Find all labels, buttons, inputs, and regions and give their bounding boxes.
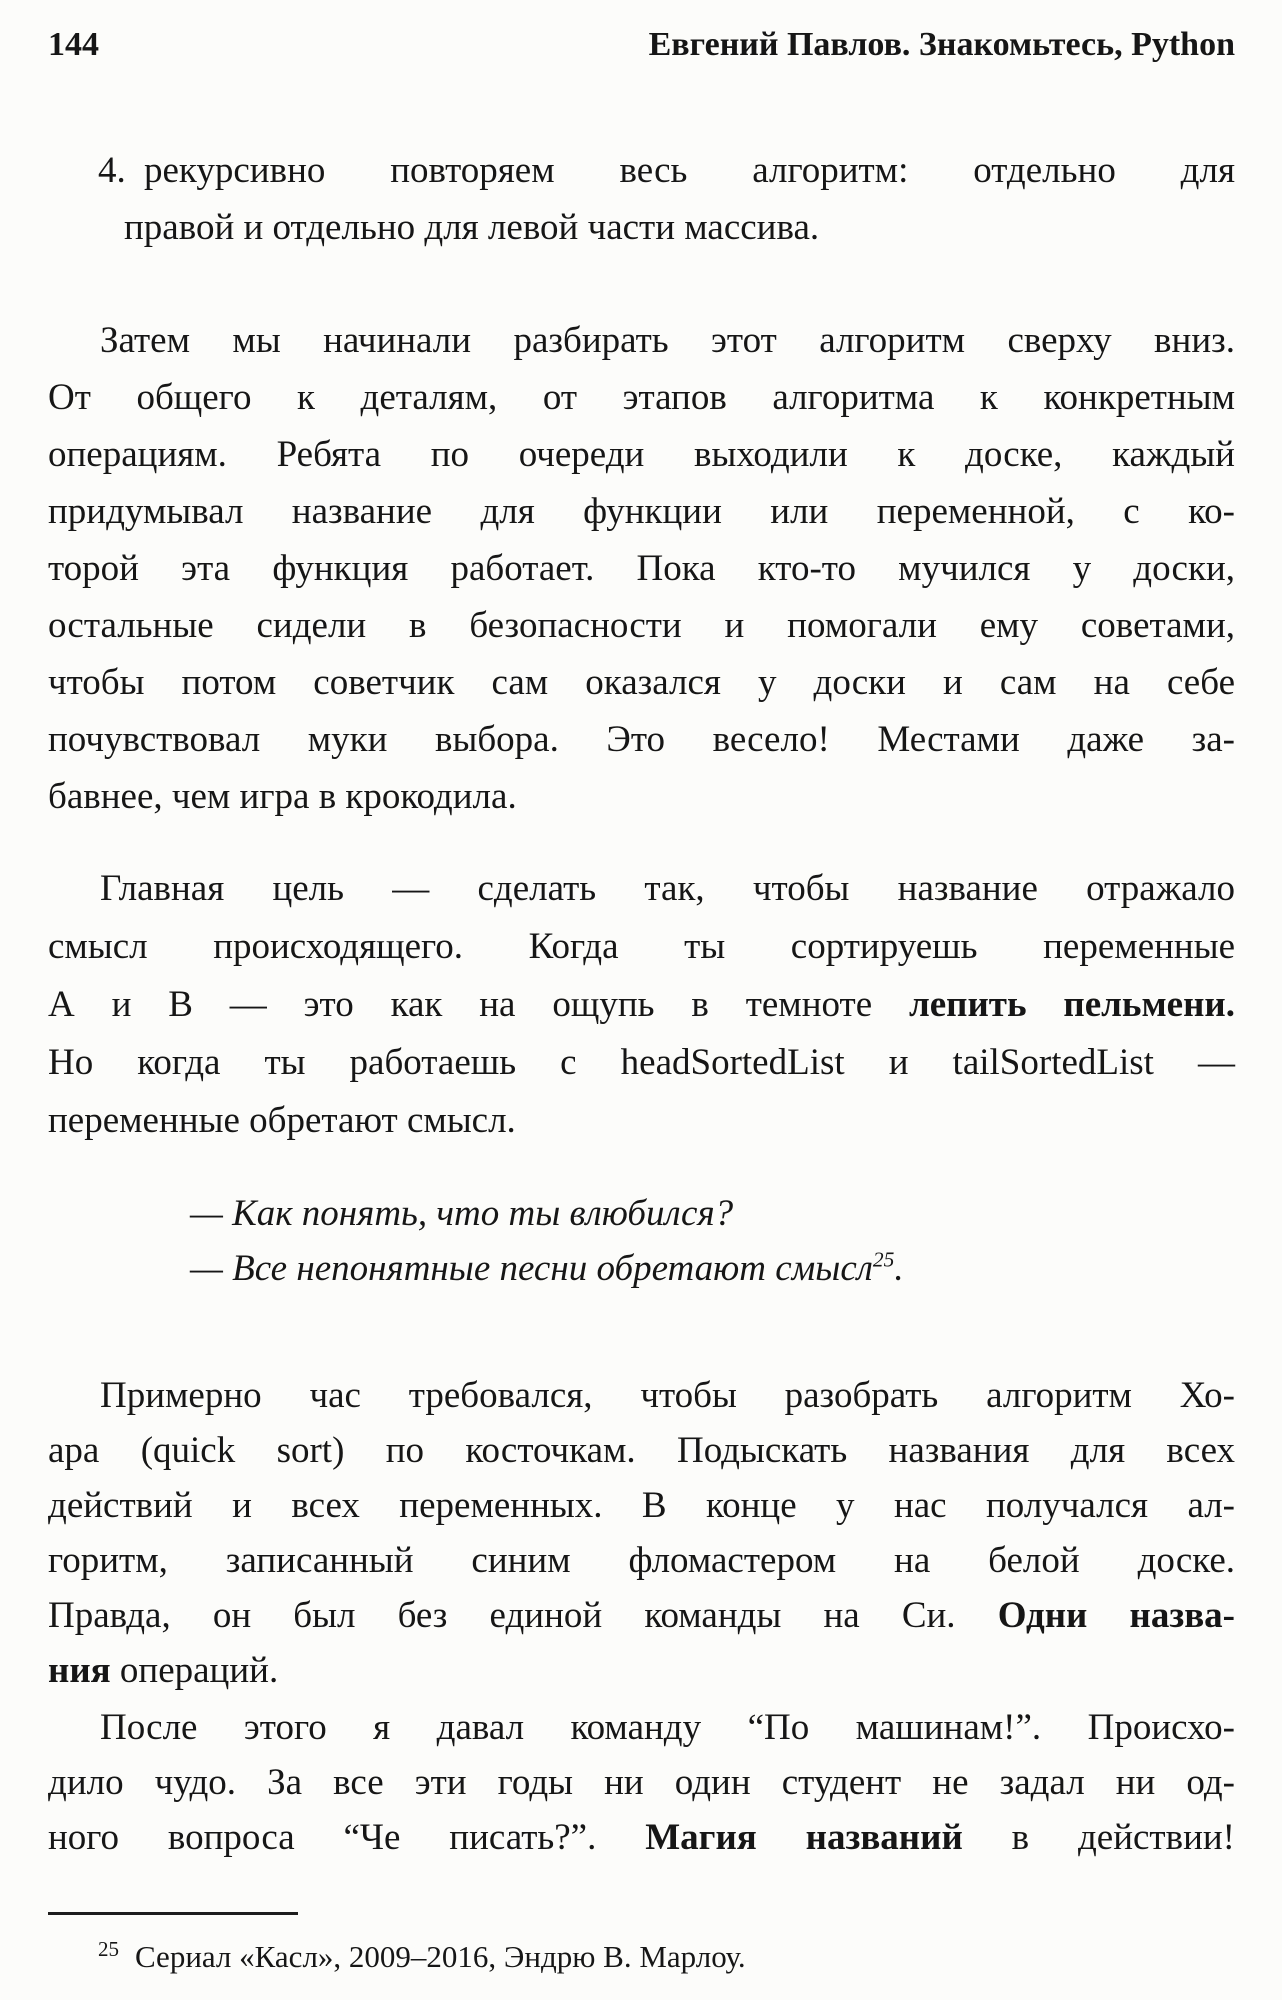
text-segment: переменные обретают смысл. [48, 1100, 516, 1141]
text-line [48, 1092, 1235, 1150]
text-line [48, 1810, 1235, 1865]
footnote [48, 1934, 1235, 1980]
dialogue-quote [190, 1186, 1235, 1296]
text-segment: операций. [110, 1650, 279, 1691]
footnote-number: 25 [98, 1936, 119, 1961]
text-line [98, 142, 1235, 199]
text-segment: придумывал название для функции или переменной, с ко- [48, 491, 1235, 532]
bold-text: Магия названий [645, 1817, 963, 1858]
text-line [48, 1478, 1235, 1533]
text-segment: Главная цель — сделать так, чтобы название отражало [100, 868, 1235, 909]
text-line [48, 1368, 1235, 1423]
text-segment: — Все непонятные песни обретают смысл [190, 1248, 873, 1289]
text-segment: Примерно час требовался, чтобы разобрать алгоритм Хо- [100, 1375, 1235, 1416]
text-segment: дило чудо. За все эти годы ни один студент не задал ни од- [48, 1762, 1235, 1803]
text-segment: рекурсивно повторяем весь алгоритм: отдельно для [144, 150, 1235, 191]
footnote-text: Сериал «Касл», 2009–2016, Эндрю В. Марлоу. [135, 1939, 746, 1974]
text-segment: ного вопроса “Че писать?”. [48, 1817, 646, 1858]
text-line [48, 1700, 1235, 1755]
text-segment: ара (quick sort) по косточкам. Подыскать названия для всех [48, 1430, 1235, 1471]
text-segment: А и В — это как на ощупь в темноте [48, 984, 909, 1025]
text-segment: чтобы потом советчик сам оказался у доски и сам на себе [48, 662, 1235, 703]
numbered-list-item [98, 142, 1235, 256]
text-segment: правой и отдельно для левой части массива. [124, 207, 820, 248]
text-segment: в действии! [962, 1817, 1235, 1858]
text-segment: От общего к деталям, от этапов алгоритма к конкретным [48, 377, 1235, 418]
text-line [48, 1588, 1235, 1643]
text-line [48, 1755, 1235, 1810]
text-segment: Но когда ты работаешь с headSortedList и tailSortedList — [48, 1042, 1235, 1083]
text-line [48, 597, 1235, 654]
text-line [48, 860, 1235, 918]
text-segment: . [894, 1248, 904, 1289]
text-line [48, 768, 1235, 825]
footnote-divider [48, 1912, 298, 1915]
running-title: Евгений Павлов. Знакомьтесь, Python [648, 26, 1235, 63]
text-segment: Затем мы начинали разбирать этот алгоритм сверху вниз. [100, 320, 1235, 361]
text-line [48, 976, 1235, 1034]
text-line [190, 1241, 1235, 1296]
text-line [190, 1186, 1235, 1241]
text-segment: остальные сидели в безопасности и помогали ему советами, [48, 605, 1235, 646]
paragraph [48, 860, 1235, 1150]
paragraph [48, 1700, 1235, 1865]
text-segment: — Как понять, что ты влюбился? [190, 1193, 734, 1234]
text-line [48, 369, 1235, 426]
list-item-number: 4. [98, 150, 126, 191]
text-line [48, 654, 1235, 711]
text-line [48, 540, 1235, 597]
text-segment: операциям. Ребята по очереди выходили к доске, каждый [48, 434, 1235, 475]
page-number: 144 [48, 26, 99, 63]
text-segment: торой эта функция работает. Пока кто-то мучился у доски, [48, 548, 1235, 589]
paragraph [48, 1368, 1235, 1698]
text-line [48, 1423, 1235, 1478]
text-segment: смысл происходящего. Когда ты сортируешь переменные [48, 926, 1235, 967]
text-segment: горитм, записанный синим фломастером на белой доске. [48, 1540, 1235, 1581]
running-header [48, 26, 1235, 64]
text-segment: Правда, он был без единой команды на Си. [48, 1595, 998, 1636]
bold-text: ния [48, 1650, 111, 1691]
text-line [48, 312, 1235, 369]
bold-text: Одни назва- [997, 1595, 1235, 1636]
text-line [124, 199, 1235, 256]
text-segment: действий и всех переменных. В конце у нас получался ал- [48, 1485, 1235, 1526]
bold-text: лепить пельмени. [908, 984, 1235, 1025]
text-line [48, 426, 1235, 483]
text-segment: почувствовал муки выбора. Это весело! Местами даже за- [48, 719, 1235, 760]
text-line [48, 1643, 1235, 1698]
text-line [48, 711, 1235, 768]
text-line [48, 1533, 1235, 1588]
text-line [48, 1034, 1235, 1092]
footnote-reference: 25 [872, 1247, 895, 1272]
text-segment: После этого я давал команду “По машинам!”. Происхо- [100, 1707, 1235, 1748]
paragraph [48, 312, 1235, 825]
text-line [48, 918, 1235, 976]
text-line [48, 483, 1235, 540]
text-segment: бавнее, чем игра в крокодила. [48, 776, 517, 817]
